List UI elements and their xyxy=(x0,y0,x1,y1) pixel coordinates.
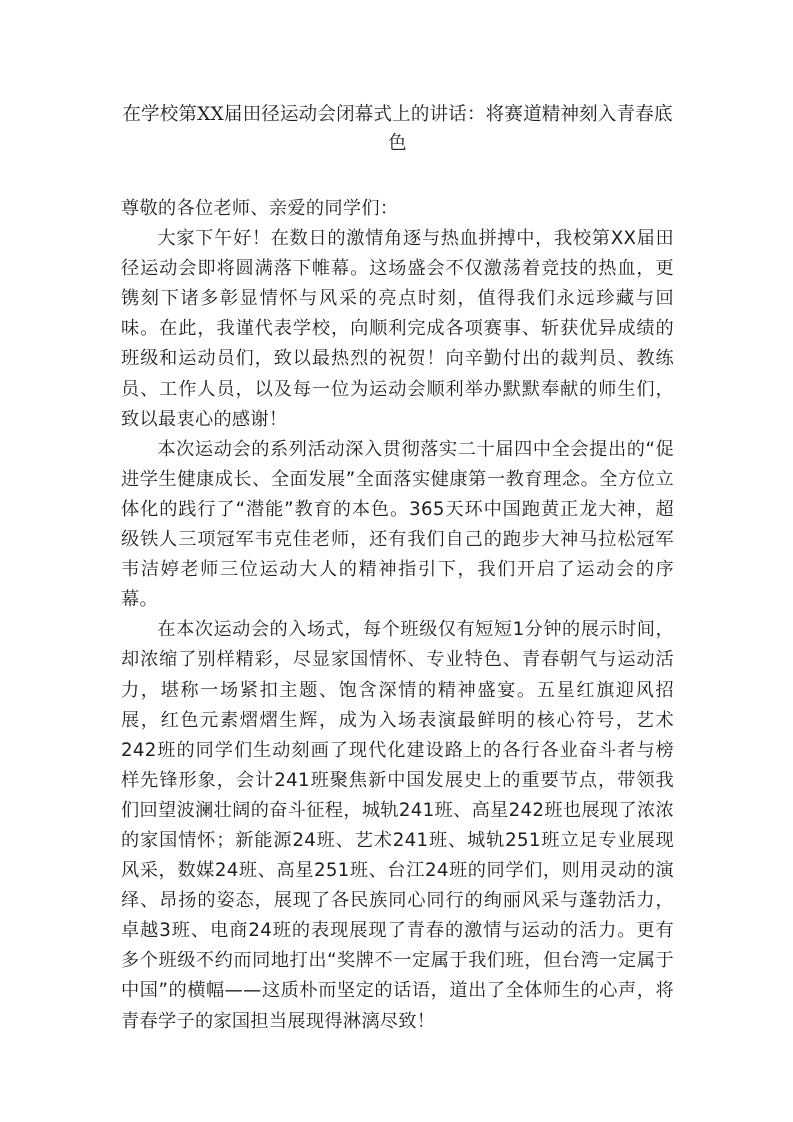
paragraph-event-philosophy: 本次运动会的系列活动深入贯彻落实二十届四中全会提出的“促进学生健康成长、全面发展”全面落实健康第一教育理念。全方位立体化的践行了“潜能”教育的本色。365天环中国跑黄正龙大神，超级铁人三项冠军韦克佳老师，还有我们自己的跑步大神马拉松冠军韦洁婷老师三位运动大人的精神指引下，我们开启了运动会的序幕。 xyxy=(121,438,674,611)
salutation: 尊敬的各位老师、亲爱的同学们： xyxy=(121,198,399,219)
paragraph-opening-ceremony: 在本次运动会的入场式，每个班级仅有短短1分钟的展示时间，却浓缩了别样精彩，尽显家国情怀、专业特色、青春朝气与运动活力，堪称一场紧扣主题、饱含深情的精神盛宴。五星红旗迎风招展，红色元素熠熠生辉，成为入场表演最鲜明的核心符号，艺术242班的同学们生动刻画了现代化建设路上的各行各业奋斗者与榜样先锋形象，会计241班聚焦新中国发展史上的重要节点，带领我们回望波澜壮阔的奋斗征程，城轨241班、高星242班也展现了浓浓的家国情怀；新能源24班、艺术241班、城轨251班立足专业展现风采，数媒24班、高星251班、台江24班的同学们，则用灵动的演绎、昂扬的姿态，展现了各民族同心同行的绚丽风采与蓬勃活力，卓越3班、电商24班的表现展现了青春的激情与运动的活力。更有多个班级不约而同地打出“奖牌不一定属于我们班，但台湾一定属于中国”的横幅——这质朴而坚定的话语，道出了全体师生的心声，将青春学子的家国担当展现得淋漓尽致！ xyxy=(121,619,674,1032)
paragraph-greeting-and-thanks: 大家下午好！在数日的激情角逐与热血拼搏中，我校第XX届田径运动会即将圆满落下帷幕。这场盛会不仅激荡着竞技的热血，更镌刻下诸多彰显情怀与风采的亮点时刻，值得我们永远珍藏与回味。在此，我谨代表学校，向顺利完成各项赛事、斩获优异成绩的班级和运动员们，致以最热烈的祝贺！向辛勤付出的裁判员、教练员、工作人员，以及每一位为运动会顺利举办默默奉献的师生们，致以最衷心的感谢！ xyxy=(121,228,674,430)
document-title: 在学校第XX届田径运动会闭幕式上的讲话：将赛道精神刻入青春底色 xyxy=(122,104,673,154)
document-body xyxy=(121,194,674,1037)
document-page xyxy=(121,100,674,1037)
